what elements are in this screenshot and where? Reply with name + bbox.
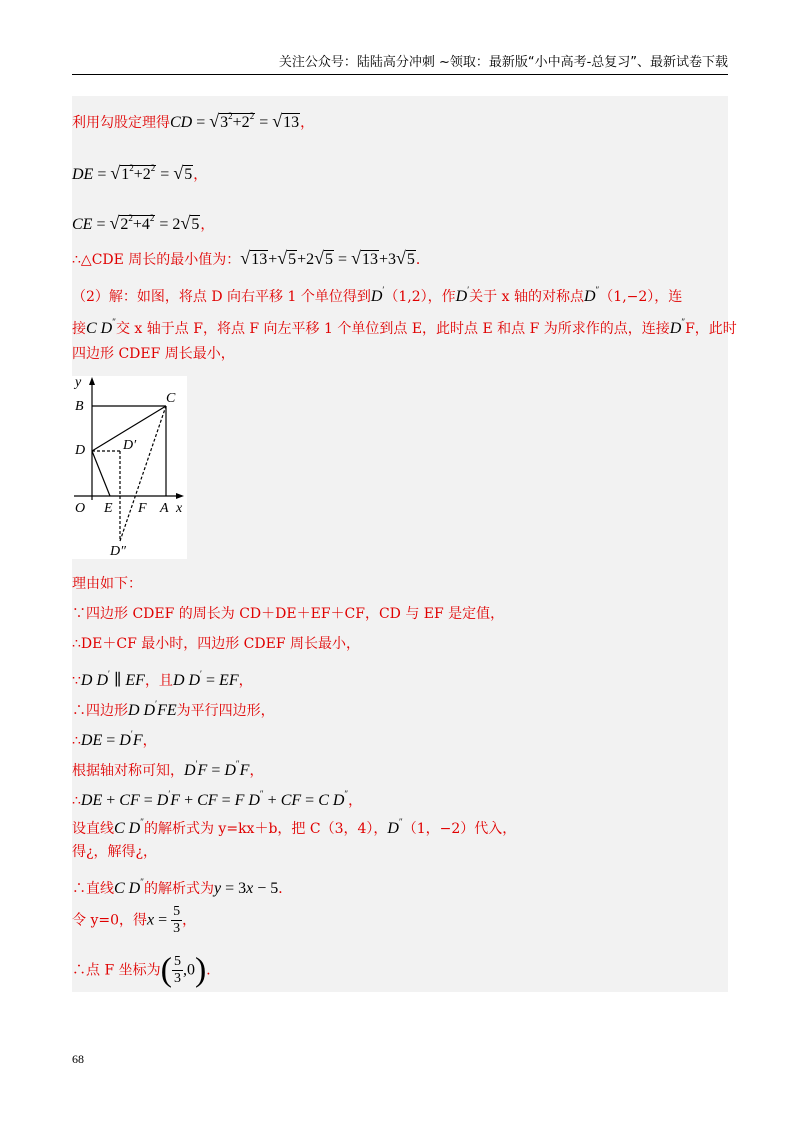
- page-number: 68: [72, 1052, 84, 1066]
- text-part2-a: （2）解：如图，将点 D 向右平移 1 个单位得到: [72, 289, 371, 305]
- label-d: D: [75, 443, 86, 458]
- text-part2-b: （1,2），作: [384, 289, 456, 305]
- line-connect: 接C D″交 x 轴于点 F，将点 F 向左平移 1 个单位到点 E，此时点 E 和点 F 为所求作的点，连接D″F，此时: [72, 317, 737, 337]
- line-equation: ∴直线C D″的解析式为y = 3x − 5．: [72, 877, 293, 897]
- label-ce: CE: [72, 216, 93, 233]
- text-therefore-triangle: ∴△: [72, 252, 92, 268]
- label-a: A: [160, 501, 169, 516]
- label-dp: D′: [123, 438, 137, 453]
- line-part2: （2）解：如图，将点 D 向右平移 1 个单位得到D′（1,2），作D′关于 x 轴的对称点D″（1,−2），连: [72, 285, 683, 305]
- text-quad: ∴四边形: [72, 703, 128, 719]
- text-min-perimeter: CDE 周长的最小值为：: [91, 252, 241, 268]
- segment-de: [92, 451, 110, 496]
- text-connect-a: 接: [72, 321, 86, 337]
- text-part2-d: （1,−2），连: [599, 289, 683, 305]
- text-cd-prefix: 利用勾股定理得: [72, 115, 170, 131]
- text-set-line-a: 设直线: [72, 821, 114, 837]
- text-therefore-2: ∴: [72, 793, 81, 809]
- label-b: B: [75, 399, 84, 414]
- y-arrow-icon: [89, 377, 95, 385]
- line-reason: 理由如下：: [72, 576, 142, 592]
- x-arrow-icon: [176, 493, 184, 499]
- figure-svg: [72, 376, 187, 559]
- page-header: 关注公众号：陆陆高分冲刺 ~领取：最新版“小中高考-总复习”、最新试卷下载: [72, 52, 728, 75]
- label-c: C: [166, 391, 176, 406]
- line-parallel: ∵D D′ ∥ EF，且D D′ = EF，: [72, 669, 253, 689]
- line-let-y: 令 y=0，得x = $\frac{5}{3}$ ，: [72, 904, 197, 936]
- line-de: DE = $√1^2+2^2 = √5$，: [72, 163, 208, 183]
- segment-dppc: [120, 406, 166, 541]
- line-symmetry: 根据轴对称可知，D′F = D″F，: [72, 759, 264, 779]
- text-connect-b: 交 x 轴于点 F，将点 F 向左平移 1 个单位到点 E，此时点 E 和点 F 为所求作的点，连接: [115, 321, 670, 337]
- label-f: F: [138, 501, 147, 516]
- line-perimeter-def: ∵四边形 CDEF 的周长为 CD＋DE＋EF＋CF，CD 与 EF 是定值，: [72, 606, 505, 622]
- line-ce: CE = $√2^2+4^2 = 2√5$，: [72, 213, 215, 233]
- text-part2-c: 关于 x 轴的对称点: [469, 289, 584, 305]
- text-symmetry: 根据轴对称可知，: [72, 763, 184, 779]
- line-de-eq: ∴DE = D′F，: [72, 729, 157, 749]
- text-because: ∵: [72, 673, 81, 689]
- text-let-y: 令 y=0，得: [72, 912, 147, 929]
- text-line-a: ∴直线: [72, 881, 114, 897]
- label-o: O: [75, 501, 86, 516]
- text-therefore-1: ∴: [72, 733, 81, 749]
- label-de: DE: [72, 166, 94, 183]
- text-point-f: ∴点 F 坐标为: [72, 962, 161, 979]
- line-parallelogram: ∴四边形D D′FE为平行四边形，: [72, 699, 275, 719]
- line-solve: 得¿，解得¿，: [72, 844, 158, 860]
- text-and: ，且: [144, 673, 173, 689]
- text-connect-c: F，此时: [685, 321, 737, 337]
- line-set-line: 设直线C D″的解析式为 y=kx＋b，把 C（3，4），D″（1，−2）代入，: [72, 817, 517, 837]
- label-x: x: [176, 501, 183, 516]
- text-set-line-c: （1，−2）代入，: [402, 821, 517, 837]
- geometry-figure: [72, 376, 187, 559]
- text-line-b: 的解析式为: [143, 881, 214, 897]
- line-sum: ∴DE + CF = D′F + CF = F D″ + CF = C D″，: [72, 789, 363, 809]
- line-point-f: ∴点 F 坐标为( $\frac{5}{3}$ ,0)．: [72, 951, 221, 989]
- line-quad-min: 四边形 CDEF 周长最小，: [72, 346, 235, 362]
- line-de-cf-min: ∴DE＋CF 最小时，四边形 CDEF 周长最小，: [72, 636, 360, 652]
- label-dpp: D″: [110, 544, 126, 559]
- text-is-parallelogram: 为平行四边形，: [176, 703, 275, 719]
- text-set-line-b: 的解析式为 y=kx＋b，把 C（3，4），: [143, 821, 388, 837]
- line-cd: 利用勾股定理得CD = $√3^2+2^2 = √13$，: [72, 111, 315, 131]
- label-e: E: [104, 501, 113, 516]
- label-y: y: [75, 376, 82, 390]
- line-min-perimeter: ∴△CDE 周长的最小值为：√13+√5+2√5 = √13+3√5．: [72, 248, 430, 268]
